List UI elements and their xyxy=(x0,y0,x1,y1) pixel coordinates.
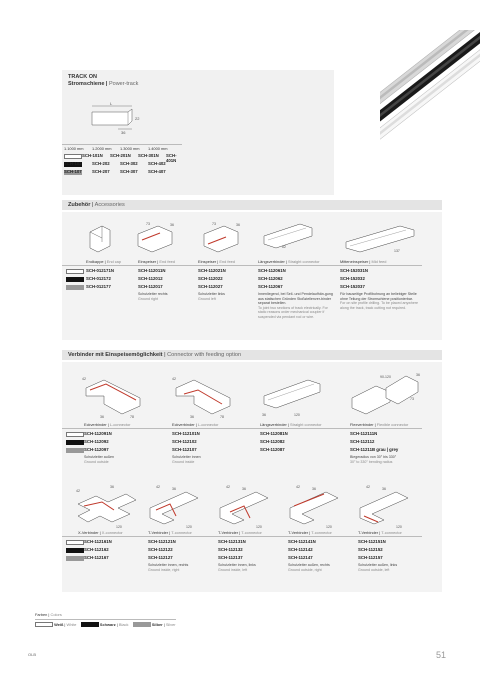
code-cell: SCH-112107 xyxy=(172,447,197,452)
track-row-silver xyxy=(64,168,184,176)
code-cell: SCH-112122 xyxy=(148,547,173,552)
section-title: TRACK ON xyxy=(68,74,98,80)
code-cell: SCH-107 xyxy=(64,169,82,174)
code-cell: SCH-112101N xyxy=(172,431,200,436)
svg-text:120: 120 xyxy=(294,413,300,417)
track-row-white-codes xyxy=(64,152,184,163)
title-de: Verbinder mit Einspeisemöglichkeit xyxy=(68,352,163,358)
length-4: 1.4000 mm xyxy=(148,146,168,151)
code-cell: SCH-202 xyxy=(92,161,110,166)
svg-text:36: 36 xyxy=(242,487,246,491)
code-cell: SCH-012177 xyxy=(86,284,111,289)
col-header-t-connector-4: T-Verbinder | T-connector xyxy=(358,530,402,535)
length-3: 1.3000 mm xyxy=(120,146,140,151)
svg-text:90-120: 90-120 xyxy=(380,375,391,379)
code-cell: SCH-152031N xyxy=(340,268,368,273)
t-row-white xyxy=(66,538,426,546)
svg-text:42: 42 xyxy=(366,485,370,489)
svg-text:36: 36 xyxy=(312,487,316,491)
legend-label: Weiß xyxy=(54,622,64,627)
svg-text:120: 120 xyxy=(326,525,332,529)
code-cell: SCH-112167 xyxy=(84,555,109,560)
color-swatch-white xyxy=(66,269,84,274)
col-header-l-connector-inside: Eckverbinder | L-connector xyxy=(172,422,219,427)
section-title: Verbinder mit Einspeisemöglichkeit | Connector with feeding option xyxy=(68,352,242,358)
page-label: OLB xyxy=(28,652,37,657)
code-cell: SCH-207 xyxy=(92,169,110,174)
code-cell: SCH-402 xyxy=(148,161,166,166)
subtitle-de: Stromschiene xyxy=(68,81,105,87)
code-cell: SCH-112021N xyxy=(198,268,226,273)
code-cell: SCH-112157 xyxy=(358,555,383,560)
svg-text:42: 42 xyxy=(156,485,160,489)
dim-length: L xyxy=(110,101,113,106)
code-cell: SCH-112082 xyxy=(260,439,285,444)
col-header-end-cap: Endkappe | End cap xyxy=(86,259,121,264)
section-subtitle: Stromschiene | Power-track xyxy=(68,81,139,87)
section-title: Zubehör | Accessories xyxy=(68,202,125,208)
svg-text:36: 36 xyxy=(172,487,176,491)
color-swatch-silver xyxy=(66,448,84,453)
color-swatch-black xyxy=(66,440,84,445)
svg-text:120: 120 xyxy=(116,525,122,529)
code-cell: SCH-112137 xyxy=(218,555,243,560)
legend-label: Silber xyxy=(151,622,163,627)
length-2: 1.2000 mm xyxy=(92,146,112,151)
code-cell: SCH-301N xyxy=(138,153,159,158)
code-cell: SCH-102 xyxy=(64,161,82,166)
color-swatch-white xyxy=(66,432,84,437)
t-connector-outside-left-drawing xyxy=(356,478,422,530)
t-connector-inside-right-drawing xyxy=(146,478,212,530)
col-header-t-connector-2: T-Verbinder | T-connector xyxy=(218,530,262,535)
title-de: Zubehör xyxy=(68,202,91,208)
dim-height: 22 xyxy=(135,116,140,121)
t-row-silver xyxy=(66,554,426,562)
note-straight-connector: Innenliegend, bei Seil- und Pendelaufhän-gung aus statischen Gründen Stoßstellenver-binder separat bestellen. To joint two sections of track electrically. For static reasons order mechanical coupler if suspended via pendant rod or wire. xyxy=(258,292,333,319)
straight-connector-drawing xyxy=(260,218,320,256)
accessories-header xyxy=(62,200,442,210)
end-cap-drawing xyxy=(82,220,122,258)
note-flexible-connector: Biegeradius von 30° bis 330° 30° to 330° bending radius xyxy=(350,455,397,464)
col-header-straight-connector: Längsverbinder | Straight connector xyxy=(260,422,322,427)
svg-text:120: 120 xyxy=(186,525,192,529)
code-cell: SCH-112061N xyxy=(258,268,286,273)
power-track-panel xyxy=(62,70,334,195)
code-cell: SCH-401N xyxy=(166,153,177,163)
code-cell: SCH-112111N xyxy=(350,431,378,436)
svg-text:137: 137 xyxy=(394,249,400,253)
code-cell: SCH-112131N xyxy=(218,539,246,544)
end-feed-left-drawing xyxy=(198,216,248,256)
svg-text:36: 36 xyxy=(236,223,240,227)
col-header-l-connector-outside: Eckverbinder | L-connector xyxy=(84,422,131,427)
track-profile-drawing xyxy=(88,98,148,136)
svg-text:36: 36 xyxy=(110,485,114,489)
note-l-connector-inside: Schutzleiter innen Ground inside xyxy=(172,455,201,464)
code-cell: SCH-101N xyxy=(82,153,103,158)
color-swatch-black xyxy=(66,277,84,282)
connector-row-white xyxy=(66,430,426,438)
code-cell: SCH-112162 xyxy=(84,547,109,552)
code-cell: SCH-302 xyxy=(120,161,138,166)
svg-text:36: 36 xyxy=(190,415,194,419)
code-cell: SCH-012171N xyxy=(86,268,114,273)
flexible-connector-drawing xyxy=(346,368,426,420)
col-header-t-connector-3: T-Verbinder | T-connector xyxy=(288,530,332,535)
accessories-row-black xyxy=(66,275,426,283)
title-en: Accessories xyxy=(94,202,125,208)
svg-text:73: 73 xyxy=(212,222,216,226)
code-cell: SCH-201N xyxy=(110,153,131,158)
code-cell: SCH-152032 xyxy=(340,276,365,281)
code-cell: SCH-11211B grau | grey xyxy=(350,447,399,452)
code-cell: SCH-112062 xyxy=(258,276,283,281)
accessories-row-silver xyxy=(66,283,426,291)
code-cell: SCH-112081N xyxy=(260,431,288,436)
col-header-x-connector: X-Verbinder | X-connector xyxy=(78,530,123,535)
col-header-t-connector-1: T-Verbinder | T-connector xyxy=(148,530,192,535)
color-swatch-white xyxy=(66,540,84,545)
note-t-connector-4: Schutzleiter außen, links Ground outside, left xyxy=(358,563,398,572)
legend-swatch-white xyxy=(35,622,53,627)
code-cell: SCH-112151N xyxy=(358,539,386,544)
subtitle-en: Power-track xyxy=(108,81,139,87)
end-feed-right-drawing xyxy=(132,216,182,256)
svg-text:42: 42 xyxy=(82,377,86,381)
l-connector-outside-drawing xyxy=(80,370,150,422)
svg-text:78: 78 xyxy=(130,415,134,419)
track-profiles-photo xyxy=(380,30,480,140)
length-1: 1.1000 mm xyxy=(64,146,84,151)
code-cell: SCH-152037 xyxy=(340,284,365,289)
col-header-end-feed-left: Einspeiser | End feed xyxy=(198,259,235,264)
t-connector-inside-left-drawing xyxy=(216,478,282,530)
code-cell: SCH-112091N xyxy=(84,431,112,436)
svg-text:36: 36 xyxy=(100,415,104,419)
legend-title: Farben | Colors xyxy=(35,612,62,617)
note-t-connector-1: Schutzleiter innen, rechts Ground inside, right xyxy=(148,563,189,572)
t-row-black xyxy=(66,546,426,554)
col-header-straight-connector: Längsverbinder | Straight connector xyxy=(258,259,320,264)
legend-swatch-black xyxy=(81,622,99,627)
page-number: 51 xyxy=(436,650,447,660)
note-l-connector-outside: Schutzleiter außen Ground outside xyxy=(84,455,114,464)
dim-width: 36 xyxy=(121,130,126,135)
code-cell: SCH-112067 xyxy=(258,284,283,289)
l-connector-inside-drawing xyxy=(170,370,240,422)
col-header-end-feed-right: Einspeiser | End feed xyxy=(138,259,175,264)
code-cell: SCH-112102 xyxy=(172,439,197,444)
svg-text:36: 36 xyxy=(262,413,266,417)
note-t-connector-3: Schutzleiter außen, rechts Ground outside, right xyxy=(288,563,330,572)
color-swatch-black xyxy=(66,548,84,553)
svg-text:62: 62 xyxy=(282,245,286,249)
svg-text:36: 36 xyxy=(416,373,420,377)
accessories-row-white xyxy=(66,267,426,275)
svg-text:42: 42 xyxy=(296,485,300,489)
legend-swatch-silver xyxy=(133,622,151,627)
code-cell: SCH-112011N xyxy=(138,268,166,273)
mid-feed-drawing xyxy=(340,218,420,256)
code-cell: SCH-112141N xyxy=(288,539,316,544)
title-en: Connector with feeding option xyxy=(167,352,242,358)
code-cell: SCH-112152 xyxy=(358,547,383,552)
straight-connector-feed-drawing xyxy=(258,372,328,420)
svg-text:36: 36 xyxy=(382,487,386,491)
svg-text:36: 36 xyxy=(170,223,174,227)
svg-text:73: 73 xyxy=(146,222,150,226)
color-legend: Farben | Colors Weiß | White Schwarz | Black Silber | Silver xyxy=(35,612,176,627)
svg-text:42: 42 xyxy=(226,485,230,489)
note-end-feed-right: Schutzleiter rechts Ground right xyxy=(138,292,168,301)
color-swatch-silver xyxy=(66,556,84,561)
accessories-panel xyxy=(62,212,442,340)
note-end-feed-left: Schutzleiter links Ground left xyxy=(198,292,225,301)
svg-text:120: 120 xyxy=(396,525,402,529)
col-header-flexible-connector: Flexverbinder | Flexible connector xyxy=(350,422,409,427)
code-cell: SCH-112121N xyxy=(148,539,176,544)
code-cell: SCH-112112 xyxy=(350,439,375,444)
t-connector-outside-right-drawing xyxy=(286,478,352,530)
code-cell: SCH-112092 xyxy=(84,439,109,444)
code-cell: SCH-012172 xyxy=(86,276,111,281)
code-cell: SCH-112087 xyxy=(260,447,285,452)
code-cell: SCH-112022 xyxy=(198,276,223,281)
code-cell: SCH-112161N xyxy=(84,539,112,544)
code-cell: SCH-112132 xyxy=(218,547,243,552)
svg-text:73: 73 xyxy=(410,397,414,401)
code-cell: SCH-112142 xyxy=(288,547,313,552)
note-mid-feed: Für bauseitige Profilbohrung an beliebiger Stelle ohne Teilung der Stromschiene positionierbar. For on site profile drilling. To be placed anywhere along the track, track cutting not required. xyxy=(340,292,419,310)
col-header-mid-feed: Mitteneinspeiser | Mid feed xyxy=(340,259,387,264)
code-cell: SCH-112027 xyxy=(198,284,223,289)
x-connector-drawing xyxy=(74,478,142,530)
note-t-connector-2: Schutzleiter innen, links Ground inside, left xyxy=(218,563,256,572)
code-cell: SCH-307 xyxy=(120,169,138,174)
svg-text:78: 78 xyxy=(220,415,224,419)
legend-label: Schwarz xyxy=(99,622,116,627)
code-cell: SCH-407 xyxy=(148,169,166,174)
color-swatch-silver xyxy=(66,285,84,290)
svg-text:120: 120 xyxy=(256,525,262,529)
code-cell: SCH-112127 xyxy=(148,555,173,560)
connector-row-black xyxy=(66,438,426,446)
connector-row-silver xyxy=(66,446,426,454)
code-cell: SCH-112012 xyxy=(138,276,163,281)
connectors-panel xyxy=(62,362,442,592)
svg-text:42: 42 xyxy=(172,377,176,381)
svg-text:42: 42 xyxy=(76,489,80,493)
code-cell: SCH-112147 xyxy=(288,555,313,560)
code-cell: SCH-112017 xyxy=(138,284,163,289)
connectors-header xyxy=(62,350,442,360)
code-cell: SCH-112097 xyxy=(84,447,109,452)
